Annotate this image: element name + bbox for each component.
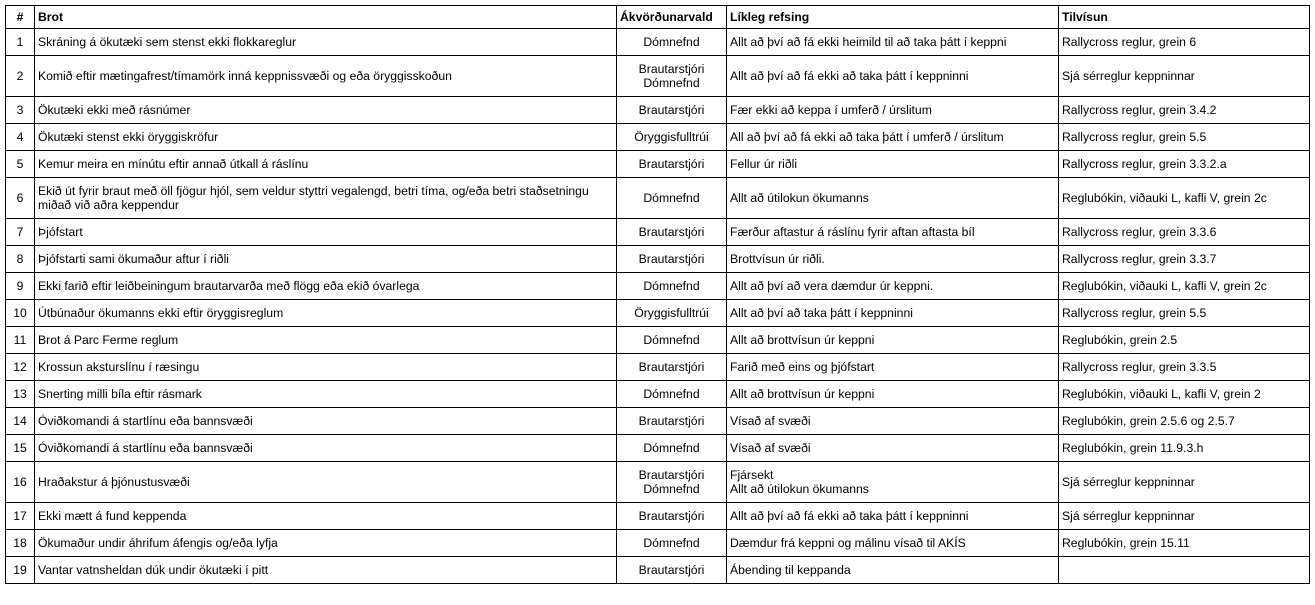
- cell-akvordunarvald: [617, 246, 727, 273]
- akvordunarvald-line: Öryggisfulltrúi: [634, 130, 709, 144]
- cell-num: 19: [6, 557, 35, 584]
- cell-refsing: [727, 246, 1059, 273]
- refsing-line: Vísað af svæði: [730, 441, 811, 455]
- table-row: [6, 530, 1310, 557]
- cell-brot: Ökutæki ekki með rásnúmer: [35, 97, 617, 124]
- akvordunarvald-line: Brautarstjóri: [638, 157, 705, 171]
- cell-brot: Ökutæki stenst ekki öryggiskröfur: [35, 124, 617, 151]
- cell-num: 5: [6, 151, 35, 178]
- cell-num: 15: [6, 435, 35, 462]
- cell-num: 6: [6, 178, 35, 219]
- akvordunarvald-line: Brautarstjóri: [638, 563, 705, 577]
- cell-refsing: [727, 124, 1059, 151]
- refsing-line: Fjársekt: [730, 468, 774, 482]
- cell-brot: Þjófstart: [35, 219, 617, 246]
- akvordunarvald-line: Brautarstjóri: [638, 225, 705, 239]
- akvordunarvald-line: Brautarstjóri: [638, 252, 705, 266]
- cell-akvordunarvald: [617, 273, 727, 300]
- akvordunarvald-line: Dómnefnd: [643, 441, 700, 455]
- cell-tilvisun: [1059, 557, 1310, 584]
- cell-akvordunarvald: [617, 462, 727, 503]
- cell-brot: Þjófstarti sami ökumaður aftur í riðli: [35, 246, 617, 273]
- table-row: [6, 462, 1310, 503]
- akvordunarvald-line: Brautarstjóri: [638, 468, 705, 482]
- header-tilvisun: Tilvísun: [1059, 6, 1310, 29]
- cell-tilvisun: Reglubókin, grein 2.5: [1059, 327, 1310, 354]
- cell-tilvisun: Rallycross reglur, grein 3.3.2.a: [1059, 151, 1310, 178]
- refsing-line: Brottvísun úr riðli.: [730, 252, 825, 266]
- cell-num: 16: [6, 462, 35, 503]
- akvordunarvald-line: Dómnefnd: [643, 76, 700, 90]
- cell-refsing: [727, 327, 1059, 354]
- cell-tilvisun: Sjá sérreglur keppninnar: [1059, 462, 1310, 503]
- akvordunarvald-line: Dómnefnd: [643, 191, 700, 205]
- cell-refsing: [727, 97, 1059, 124]
- cell-akvordunarvald: [617, 29, 727, 56]
- akvordunarvald-line: Dómnefnd: [643, 536, 700, 550]
- cell-refsing: [727, 530, 1059, 557]
- penalty-table-container: [5, 5, 1310, 584]
- table-row: [6, 408, 1310, 435]
- cell-num: 10: [6, 300, 35, 327]
- refsing-line: Farið með eins og þjófstart: [730, 360, 875, 374]
- cell-refsing: [727, 435, 1059, 462]
- cell-num: 18: [6, 530, 35, 557]
- refsing-line: Allt að útilokun ökumanns: [730, 191, 869, 205]
- cell-tilvisun: Rallycross reglur, grein 3.3.6: [1059, 219, 1310, 246]
- cell-brot: Skráning á ökutæki sem stenst ekki flokkareglur: [35, 29, 617, 56]
- cell-refsing: [727, 178, 1059, 219]
- cell-brot: Krossun aksturslínu í ræsingu: [35, 354, 617, 381]
- cell-num: 17: [6, 503, 35, 530]
- table-row: [6, 503, 1310, 530]
- akvordunarvald-line: Dómnefnd: [643, 35, 700, 49]
- akvordunarvald-line: Dómnefnd: [643, 482, 700, 496]
- refsing-line: Allt að brottvísun úr keppni: [730, 333, 875, 347]
- cell-refsing: [727, 354, 1059, 381]
- refsing-line: Allt að því að vera dæmdur úr keppni.: [730, 279, 934, 293]
- refsing-line: Allt að því að taka þátt í keppninni: [730, 306, 913, 320]
- cell-tilvisun: Rallycross reglur, grein 5.5: [1059, 300, 1310, 327]
- refsing-line: Allt að útilokun ökumanns: [730, 482, 869, 496]
- cell-akvordunarvald: [617, 408, 727, 435]
- cell-num: 3: [6, 97, 35, 124]
- table-row: [6, 327, 1310, 354]
- akvordunarvald-line: Brautarstjóri: [638, 509, 705, 523]
- cell-brot: Brot á Parc Ferme reglum: [35, 327, 617, 354]
- cell-refsing: [727, 557, 1059, 584]
- cell-tilvisun: Rallycross reglur, grein 3.3.7: [1059, 246, 1310, 273]
- refsing-line: Ábending til keppanda: [730, 563, 851, 577]
- table-row: [6, 97, 1310, 124]
- refsing-line: Allt að brottvísun úr keppni: [730, 387, 875, 401]
- cell-tilvisun: Reglubókin, grein 11.9.3.h: [1059, 435, 1310, 462]
- refsing-line: Allt að því að fá ekki að taka þátt í keppninni: [730, 509, 969, 523]
- cell-tilvisun: Reglubókin, grein 15.11: [1059, 530, 1310, 557]
- cell-tilvisun: Rallycross reglur, grein 6: [1059, 29, 1310, 56]
- refsing-line: Fellur úr riðli: [730, 157, 798, 171]
- cell-tilvisun: Reglubókin, viðauki L, kafli V, grein 2c: [1059, 273, 1310, 300]
- cell-refsing: [727, 56, 1059, 97]
- cell-refsing: [727, 29, 1059, 56]
- cell-brot: Ekki farið eftir leiðbeiningum brautarvarða með flögg eða ekið óvarlega: [35, 273, 617, 300]
- cell-tilvisun: Rallycross reglur, grein 3.3.5: [1059, 354, 1310, 381]
- cell-num: 11: [6, 327, 35, 354]
- cell-akvordunarvald: [617, 178, 727, 219]
- cell-brot: Komið eftir mætingafrest/tímamörk inná keppnissvæði og eða öryggisskoðun: [35, 56, 617, 97]
- cell-brot: Vantar vatnsheldan dúk undir ökutæki í pitt: [35, 557, 617, 584]
- header-akvordunarvald: Ákvörðunarvald: [617, 6, 727, 29]
- cell-brot: Ekið út fyrir braut með öll fjögur hjól, sem veldur styttri vegalengd, betri tíma, og/eða betri staðsetningu miðað við aðra keppendur: [35, 178, 617, 219]
- table-row: [6, 435, 1310, 462]
- cell-num: 14: [6, 408, 35, 435]
- table-row: [6, 381, 1310, 408]
- cell-tilvisun: Reglubókin, viðauki L, kafli V, grein 2c: [1059, 178, 1310, 219]
- cell-tilvisun: Rallycross reglur, grein 5.5: [1059, 124, 1310, 151]
- header-refsing: Líkleg refsing: [727, 6, 1059, 29]
- header-row: [6, 6, 1310, 29]
- cell-num: 12: [6, 354, 35, 381]
- akvordunarvald-line: Brautarstjóri: [638, 62, 705, 76]
- table-row: [6, 246, 1310, 273]
- refsing-line: Allt að því að fá ekki heimild til að taka þátt í keppni: [730, 35, 1007, 49]
- cell-akvordunarvald: [617, 124, 727, 151]
- cell-brot: Óviðkomandi á startlínu eða bannsvæði: [35, 408, 617, 435]
- cell-tilvisun: Sjá sérreglur keppninnar: [1059, 503, 1310, 530]
- table-row: [6, 273, 1310, 300]
- table-row: [6, 29, 1310, 56]
- cell-tilvisun: Rallycross reglur, grein 3.4.2: [1059, 97, 1310, 124]
- cell-num: 8: [6, 246, 35, 273]
- cell-refsing: [727, 503, 1059, 530]
- akvordunarvald-line: Dómnefnd: [643, 333, 700, 347]
- cell-num: 9: [6, 273, 35, 300]
- cell-akvordunarvald: [617, 530, 727, 557]
- cell-akvordunarvald: [617, 435, 727, 462]
- cell-akvordunarvald: [617, 557, 727, 584]
- cell-refsing: [727, 219, 1059, 246]
- cell-akvordunarvald: [617, 151, 727, 178]
- cell-brot: Snerting milli bíla eftir rásmark: [35, 381, 617, 408]
- cell-tilvisun: Reglubókin, viðauki L, kafli V, grein 2: [1059, 381, 1310, 408]
- cell-akvordunarvald: [617, 56, 727, 97]
- cell-refsing: [727, 462, 1059, 503]
- refsing-line: Allt að því að fá ekki að taka þátt í keppninni: [730, 69, 969, 83]
- cell-brot: Ökumaður undir áhrifum áfengis og/eða lyfja: [35, 530, 617, 557]
- table-row: [6, 354, 1310, 381]
- cell-num: 1: [6, 29, 35, 56]
- cell-brot: Hraðakstur á þjónustusvæði: [35, 462, 617, 503]
- table-row: [6, 124, 1310, 151]
- refsing-line: Dæmdur frá keppni og málinu vísað til AKÍS: [730, 536, 966, 550]
- refsing-line: All að því að fá ekki að taka þátt í umferð / úrslitum: [730, 130, 1004, 144]
- header-num: #: [6, 6, 35, 29]
- table-row: [6, 219, 1310, 246]
- cell-refsing: [727, 408, 1059, 435]
- cell-brot: Óviðkomandi á startlínu eða bannsvæði: [35, 435, 617, 462]
- cell-num: 7: [6, 219, 35, 246]
- akvordunarvald-line: Öryggisfulltrúi: [634, 306, 709, 320]
- akvordunarvald-line: Brautarstjóri: [638, 360, 705, 374]
- akvordunarvald-line: Dómnefnd: [643, 387, 700, 401]
- cell-num: 13: [6, 381, 35, 408]
- refsing-line: Færður aftastur á ráslínu fyrir aftan aftasta bíl: [730, 225, 975, 239]
- cell-tilvisun: Reglubókin, grein 2.5.6 og 2.5.7: [1059, 408, 1310, 435]
- cell-akvordunarvald: [617, 300, 727, 327]
- cell-brot: Ekki mætt á fund keppenda: [35, 503, 617, 530]
- cell-refsing: [727, 273, 1059, 300]
- cell-refsing: [727, 300, 1059, 327]
- cell-akvordunarvald: [617, 354, 727, 381]
- cell-akvordunarvald: [617, 327, 727, 354]
- penalty-table: [5, 5, 1310, 584]
- table-row: [6, 557, 1310, 584]
- refsing-line: Vísað af svæði: [730, 414, 811, 428]
- cell-num: 2: [6, 56, 35, 97]
- table-row: [6, 151, 1310, 178]
- cell-refsing: [727, 381, 1059, 408]
- akvordunarvald-line: Dómnefnd: [643, 279, 700, 293]
- refsing-line: Fær ekki að keppa í umferð / úrslitum: [730, 103, 932, 117]
- cell-brot: Kemur meira en mínútu eftir annað útkall á ráslínu: [35, 151, 617, 178]
- cell-refsing: [727, 151, 1059, 178]
- table-row: [6, 56, 1310, 97]
- akvordunarvald-line: Brautarstjóri: [638, 103, 705, 117]
- cell-brot: Útbúnaður ökumanns ekki eftir öryggisreglum: [35, 300, 617, 327]
- cell-num: 4: [6, 124, 35, 151]
- cell-akvordunarvald: [617, 503, 727, 530]
- header-brot: Brot: [35, 6, 617, 29]
- cell-akvordunarvald: [617, 97, 727, 124]
- table-body: [6, 29, 1310, 584]
- table-row: [6, 300, 1310, 327]
- table-row: [6, 178, 1310, 219]
- cell-akvordunarvald: [617, 381, 727, 408]
- cell-tilvisun: Sjá sérreglur keppninnar: [1059, 56, 1310, 97]
- akvordunarvald-line: Brautarstjóri: [638, 414, 705, 428]
- cell-akvordunarvald: [617, 219, 727, 246]
